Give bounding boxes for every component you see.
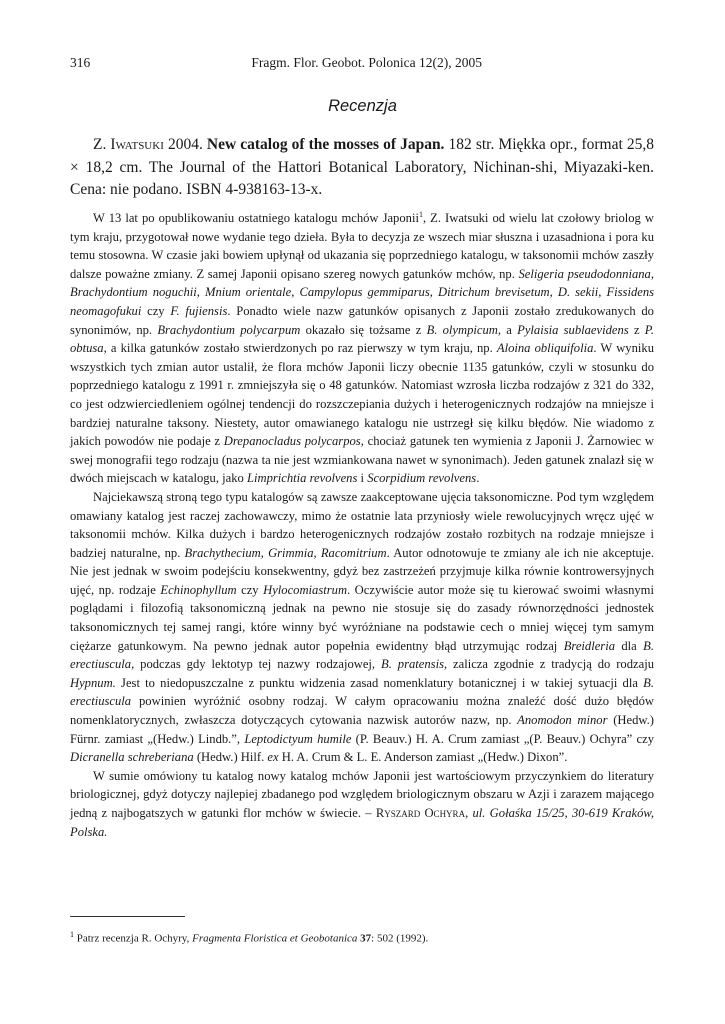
page-number: 316 <box>70 55 91 70</box>
text-run: , <box>429 285 438 300</box>
italic-text: Mnium orientale <box>205 285 292 300</box>
text-run: , podczas gdy lektotyp tej nazwy rodzajowej, <box>131 657 382 672</box>
italic-text: Leptodictyum humile <box>244 731 352 746</box>
text-run: . W wyniku wszystkich tych zmian autor ustalił, że flora mchów Japonii liczy obecnie 1135 gatunków, czyli w stosunku do poprzedniego katalogu z 1991 r. zmniejszyła się o 48 gatunków. Natomiast wzrosła liczba rodzajów z 321 do 332, co jest odzwierciedleniem ogólnej tendencji do rozszczepiania dużych i heterogenicznych rodzajów na mniejsze i bardziej naturalne taksony. Niestety, autor omawianego katalogu nie ustrzegł się kilku błędów. Nie wiadomo z jakich powodów nie podaje z <box>70 341 654 449</box>
text-run: czy <box>141 303 171 318</box>
text-run: W 13 lat po opublikowaniu ostatniego katalogu mchów Japonii <box>93 211 419 225</box>
journal-reference: Fragm. Flor. Geobot. Polonica 12(2), 2005 <box>251 55 482 70</box>
italic-text: Aloina obliquifolia <box>496 341 594 356</box>
text-run: Najciekawszą stroną tego typu katalogów są zawsze zaakceptowane ujęcia taksonomiczne. Pod tym względem omawiany katalog jest raczej zachowawczy, mimo że ostatnie lata przyniosły wiele rewolucyjnych wręcz ujęć w taksonomii mchów. Kilka dużych i bardzo heterogenicznych rodzajów zostało rozbitych na rodzaje mniejsze i badziej naturalne, np. <box>70 489 654 560</box>
italic-text: Dicranella schreberiana <box>70 750 194 765</box>
italic-text: Drepanocladus polycarpos <box>223 434 361 449</box>
italic-text: Anomodon minor <box>517 713 608 728</box>
book-title: New catalog of the mosses of Japan. <box>206 136 445 153</box>
italic-text: B. erectiuscula <box>70 675 654 709</box>
text-run: . <box>476 471 480 486</box>
text-run: , a kilka gatunków zostało stwierdzonych po raz pierwszy w tym kraju, np. <box>103 341 497 356</box>
text-run: . Ponadto wiele nazw gatunków opisanych z Japonii zostało zredukowanych do synonimów, np. <box>70 303 654 337</box>
text-run: , zalicza zgodnie z tradycją do rodzaju <box>443 657 654 672</box>
italic-text: Fissidens neomagofukui <box>70 285 655 318</box>
italic-text: B. olympicum <box>426 322 498 337</box>
footnote-text-before: Patrz recenzja R. Ochyry, <box>76 932 193 945</box>
paragraph <box>70 488 654 767</box>
footnote-reference: 1 <box>418 209 423 219</box>
book-citation <box>70 134 654 202</box>
italic-text: B. pratensis <box>381 657 444 672</box>
text-run: okazało się tożsame z <box>300 322 427 337</box>
italic-text: Grimmia <box>268 545 314 560</box>
text-run: , chociaż gatunek ten wymienia z Japonii J. Żarnowiec w swej monografii tego rodzaju (nazwa ta nie jest wzmiankowana nawet w synonimach). Jeden gatunek znalazł się w dwóch miejscach w katalogu, jako <box>70 434 654 486</box>
italic-text: Hylocomiastrum <box>263 582 348 597</box>
footnote-divider <box>70 916 185 917</box>
italic-text: Pylaisia sublaevidens <box>517 322 629 337</box>
italic-text: Ditrichum brevisetum <box>437 285 550 300</box>
italic-text: Limprichtia revolvens <box>246 471 358 486</box>
italic-text: Echinophyllum <box>160 582 237 597</box>
italic-text: B. erectiuscula <box>70 638 654 672</box>
italic-text: Brachydontium noguchii <box>70 285 197 300</box>
paragraph <box>70 767 654 841</box>
review-body <box>70 209 654 841</box>
book-details: 182 str. Miękka opr., format 25,8 × 18,2 cm. The Journal of the Hattori Botanical Laboratory, Nichinan-shi, Miyazaki-ken. Cena: nie podano. ISBN 4-938163-13-x. <box>70 136 655 199</box>
text-run: (Hedw.) Hilf. <box>193 750 268 765</box>
text-run: , <box>650 266 654 281</box>
text-run: , a <box>497 322 518 337</box>
text-run: powinien wyróżnić osobny rodzaj. W całym opracowaniu można znaleźć dość dużo błędów nomenklatorycznych, zwłaszcza dotyczących cytowania nazwisk autorów nazw, np. <box>70 694 654 728</box>
italic-text: Seligeria pseudodonniana <box>518 266 651 281</box>
author-surname: Iwatsuki <box>110 136 164 153</box>
italic-text: Racomitrium <box>320 545 387 560</box>
italic-text: F. fujiensis <box>170 303 228 318</box>
text-run: , <box>465 806 473 820</box>
text-run: , Z. Iwatsuki od wielu lat czołowy briolog w tym kraju, przygotował nowe wydanie tego dzieła. Była to decyzja ze wszech miar słuszna i uzasadniona i pora ku temu stosowna. W czasie jaki bowiem upłynął od ukazania się poprzedniego katalogu, w taksonomii mchów zaszły dalsze poważne zmiany. Z samej Japonii opisano szereg nowych gatunków mchów, np. <box>70 211 654 281</box>
text-run: , <box>291 285 300 300</box>
text-run: . Oczywiście autor może się tu kierować swoimi własnymi poglądami i filozofią taksonomiczną jednak na pewno nie stosuje się do zasady równorzędności jednostek taksonomicznych tej samej rangi, które winny być wyróżniane na podstawie cech o mniej więcej tym samym ciężarze gatunkowym. Na pewno jednak autor popełnia ewidentny błąd utrzymując rodzaj <box>70 582 654 653</box>
text-run: i <box>357 471 368 486</box>
text-run: (Hedw.) Fürnr. zamiast „(Hedw.) Lindb.”, <box>70 713 654 746</box>
text-run: . Autor odnotowuje te zmiany ale ich nie akceptuje. Nie jest jednak w swoim podejściu konsekwentny, gdyż bez zastrzeżeń przyjmuje kilka równie kontrowersyjnych ujęć, np. rodzaje <box>70 545 655 597</box>
italic-text: ex <box>267 750 279 765</box>
italic-text: Breidleria <box>563 638 615 653</box>
text-run: z <box>628 322 645 337</box>
publication-year: 2004. <box>167 136 203 153</box>
text-run: Jest to niedopuszczalne z punktu widzenia zasad nomenklatury botanicznej i w takiej sytuacji dla <box>115 675 644 690</box>
text-run: , <box>260 545 269 560</box>
section-title: Recenzja <box>328 97 397 115</box>
text-run: dla <box>615 638 644 653</box>
text-run: , <box>598 285 607 300</box>
italic-text: Brachydontium polycarpum <box>157 322 301 337</box>
footnote-volume: 37 <box>360 932 372 945</box>
italic-text: D. sekii <box>557 285 599 300</box>
italic-text: Campylopus gemmiparus <box>299 285 430 300</box>
italic-text: ul. Gołaśka 15/25, 30-619 Kraków, Polska. <box>70 806 655 839</box>
text-run: , <box>313 545 321 560</box>
text-run: H. A. Crum & L. E. Anderson zamiast „(Hedw.) Dixon”. <box>278 750 568 765</box>
italic-text: Hypnum. <box>70 675 116 690</box>
text-run: , <box>196 285 206 300</box>
text-run: (P. Beauv.) H. A. Crum zamiast „(P. Beauv.) Ochyra” czy <box>351 731 654 746</box>
reviewer-name: Ryszard Ochyra <box>375 806 466 820</box>
footnote-text-after: : 502 (1992). <box>371 932 429 945</box>
paragraph <box>70 209 654 488</box>
footnote <box>70 928 654 946</box>
italic-text: Scorpidium revolvens <box>367 471 477 486</box>
text-run: W sumie omówiony tu katalog nowy katalog mchów Japonii jest wartościowym przyczynkiem do literatury briologicznej, gdyż dotyczy najlepiej zbadanego pod względem briologicznym obszaru w Azji i zarazem mającego jedną z najbogatszych w gatunki flor mchów w świecie. – <box>70 768 654 820</box>
italic-text: P. obtusa <box>70 322 654 356</box>
text-run: czy <box>236 582 264 597</box>
italic-text: Brachythecium <box>184 545 261 560</box>
author-initial: Z. <box>93 136 107 153</box>
text-run: , <box>549 285 558 300</box>
footnote-journal: Fragmenta Floristica et Geobotanica <box>192 932 358 945</box>
footnote-marker: 1 <box>70 930 74 939</box>
